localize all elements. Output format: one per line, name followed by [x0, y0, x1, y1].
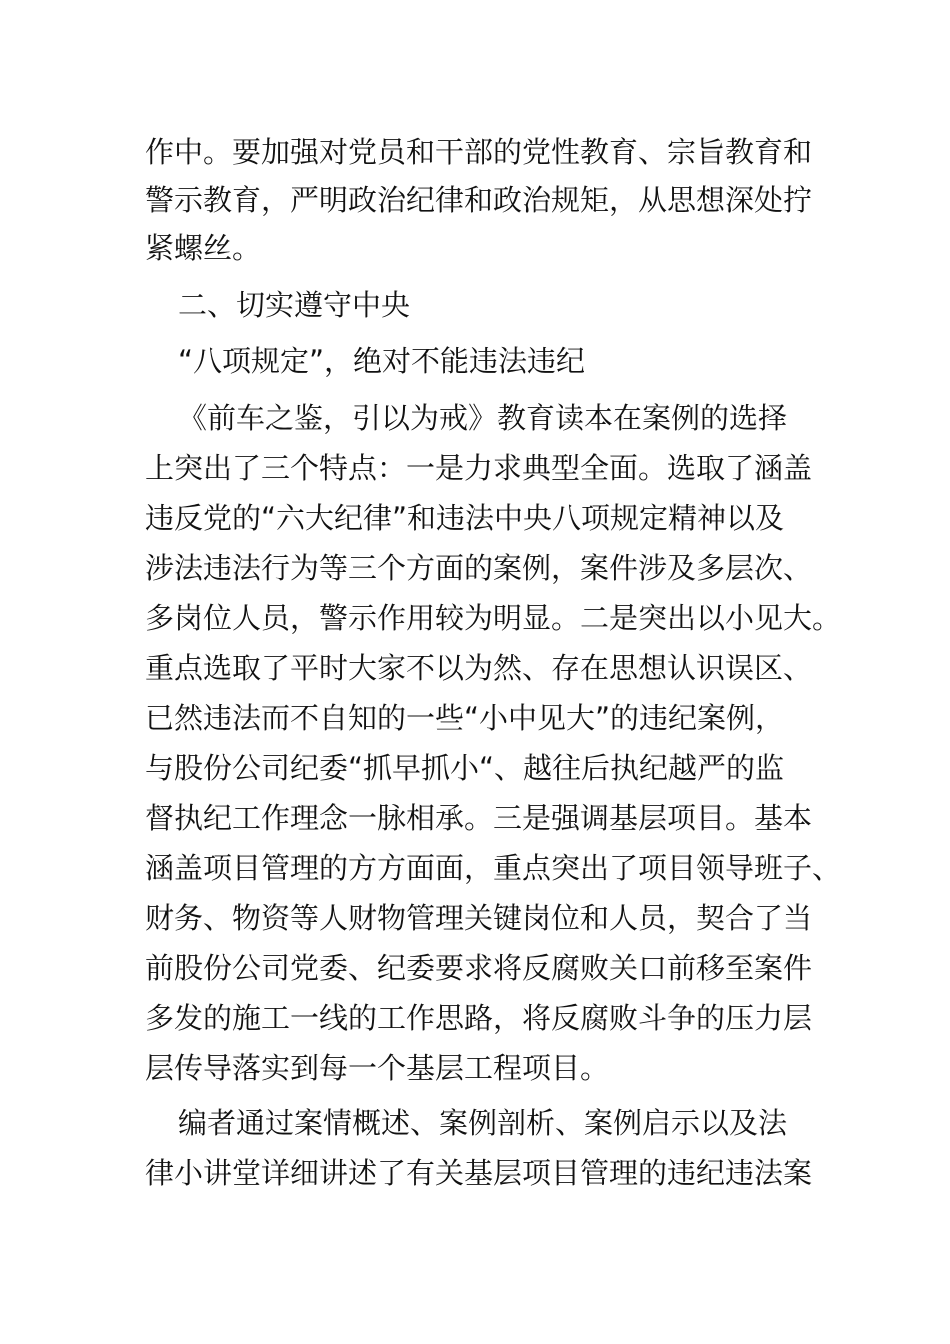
body-line-16: 财务、物资等人财物管理关键岗位和人员，契合了当	[145, 901, 813, 935]
body-line-8: 违反党的“六大纪律”和违法中央八项规定精神以及	[145, 501, 785, 535]
section-heading-line-1: 二、切实遵守中央	[178, 288, 411, 322]
body-line-19: 层传导落实到每一个基层工程项目。	[145, 1051, 610, 1085]
body-line-21: 律小讲堂详细讲述了有关基层项目管理的违纪违法案	[145, 1156, 813, 1190]
body-line-18: 多发的施工一线的工作思路，将反腐败斗争的压力层	[145, 1001, 813, 1035]
body-line-9: 涉法违法行为等三个方面的案例，案件涉及多层次、	[145, 551, 813, 585]
paragraph-first-line: 《前车之鉴，引以为戒》教育读本在案例的选择	[178, 401, 788, 435]
body-line-2: 警示教育，严明政治纪律和政治规矩，从思想深处拧	[145, 183, 813, 217]
body-line-15: 涵盖项目管理的方方面面，重点突出了项目领导班子、	[145, 851, 842, 885]
body-line-1: 作中。要加强对党员和干部的党性教育、宗旨教育和	[145, 135, 813, 169]
body-line-11: 重点选取了平时大家不以为然、存在思想认识误区、	[145, 651, 813, 685]
paragraph-first-line-2: 编者通过案情概述、案例剖析、案例启示以及法	[178, 1106, 788, 1140]
body-line-17: 前股份公司党委、纪委要求将反腐败关口前移至案件	[145, 951, 813, 985]
section-heading-line-2: “八项规定”，绝对不能违法违纪	[178, 344, 586, 378]
body-line-13: 与股份公司纪委“抓早抓小“、越往后执纪越严的监	[145, 751, 785, 785]
body-line-3: 紧螺丝。	[145, 231, 262, 265]
body-line-12: 已然违法而不自知的一些“小中见大”的违纪案例，	[145, 701, 785, 735]
body-line-10: 多岗位人员，警示作用较为明显。二是突出以小见大。	[145, 601, 842, 635]
body-line-14: 督执纪工作理念一脉相承。三是强调基层项目。基本	[145, 801, 813, 835]
body-line-7: 上突出了三个特点：一是力求典型全面。选取了涵盖	[145, 451, 813, 485]
